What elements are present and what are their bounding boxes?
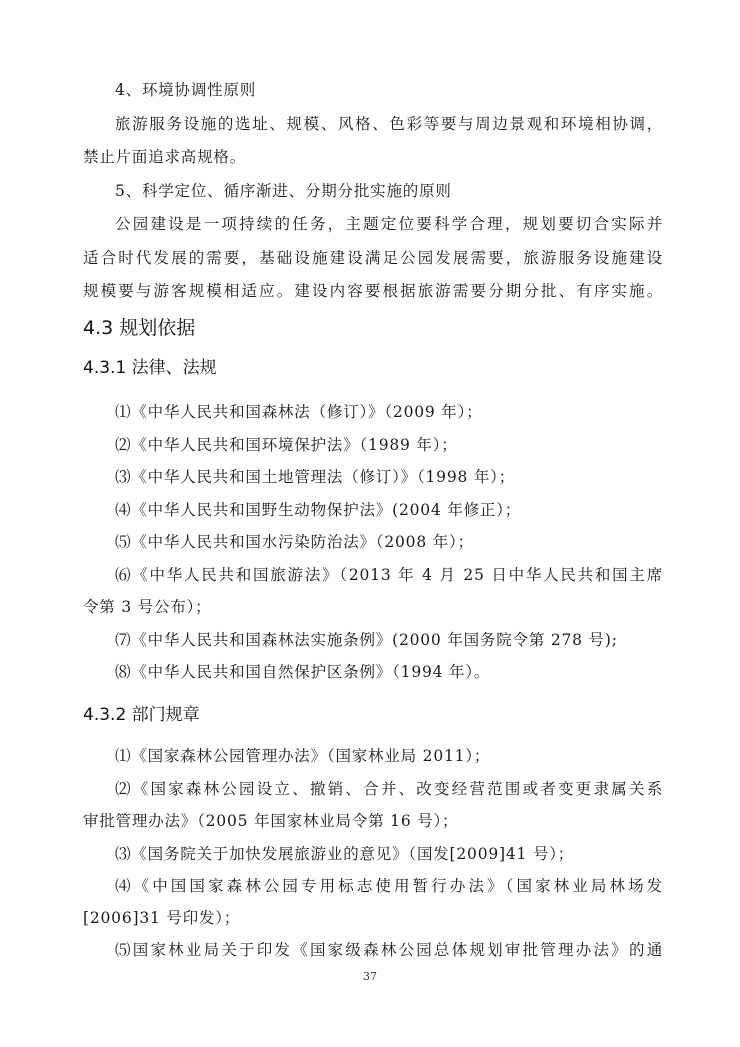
law-item-7: ⑺《中华人民共和国森林法实施条例》(2000 年国务院令第 278 号); [115,631,618,649]
law-item-3: ⑶《中华人民共和国土地管理法（修订）》（1998 年）； [115,468,516,486]
principle-5-title: 5、科学定位、循序渐进、分期分批实施的原则 [115,182,452,200]
law-item-8: ⑻《中华人民共和国自然保护区条例》（1994 年）。 [115,663,491,681]
law-item-6: ⑹《中华人民共和国旅游法》（2013 年 4 月 25 日中华人民共和国主席 [115,566,663,584]
principle-4-body-line-1: 旅游服务设施的选址、规模、风格、色彩等要与周边景观和环境相协调， [115,115,663,133]
regulation-item-3: ⑶《国务院关于加快发展旅游业的意见》（国发[2009]41 号）； [115,845,575,863]
regulation-item-2-cont: 审批管理办法》（2005 年国家林业局令第 16 号）； [83,812,459,830]
section-4-3-2-heading: 4.3.2 部门规章 [83,705,200,725]
law-item-1: ⑴《中华人民共和国森林法（修订）》（2009 年）； [115,403,483,421]
section-4-3-1-heading: 4.3.1 法律、法规 [83,358,217,378]
regulation-item-2: ⑵《国家森林公园设立、撤销、合并、改变经营范围或者变更隶属关系 [115,780,663,798]
principle-4-body-line-2: 禁止片面追求高规格。 [83,148,247,166]
law-item-4: ⑷《中华人民共和国野生动物保护法》(2004 年修正）； [115,501,522,519]
regulation-item-1: ⑴《国家森林公园管理办法》（国家林业局 2011）； [115,747,491,765]
principle-5-body-line-1: 公园建设是一项持续的任务，主题定位要科学合理，规划要切合实际并 [115,215,663,233]
principle-5-body-line-2: 适合时代发展的需要，基础设施建设满足公园发展需要，旅游服务设施建设 [83,249,663,267]
regulation-item-5: ⑸国家林业局关于印发《国家级森林公园总体规划审批管理办法》的通 [115,941,663,959]
law-item-5: ⑸《中华人民共和国水污染防治法》（2008 年）； [115,533,474,551]
regulation-item-4: ⑷《中国国家森林公园专用标志使用暂行办法》（国家林业局林场发 [115,877,663,895]
regulation-item-4-cont: [2006]31 号印发）； [83,909,241,927]
principle-5-body-line-3: 规模要与游客规模相适应。建设内容要根据旅游需要分期分批、有序实施。 [83,282,663,300]
page-number: 37 [363,970,377,983]
law-item-2: ⑵《中华人民共和国环境保护法》（1989 年）； [115,436,458,454]
principle-4-title: 4、环境协调性原则 [115,81,257,99]
law-item-6-cont: 令第 3 号公布）； [83,598,212,616]
section-4-3-heading: 4.3 规划依据 [83,317,196,339]
